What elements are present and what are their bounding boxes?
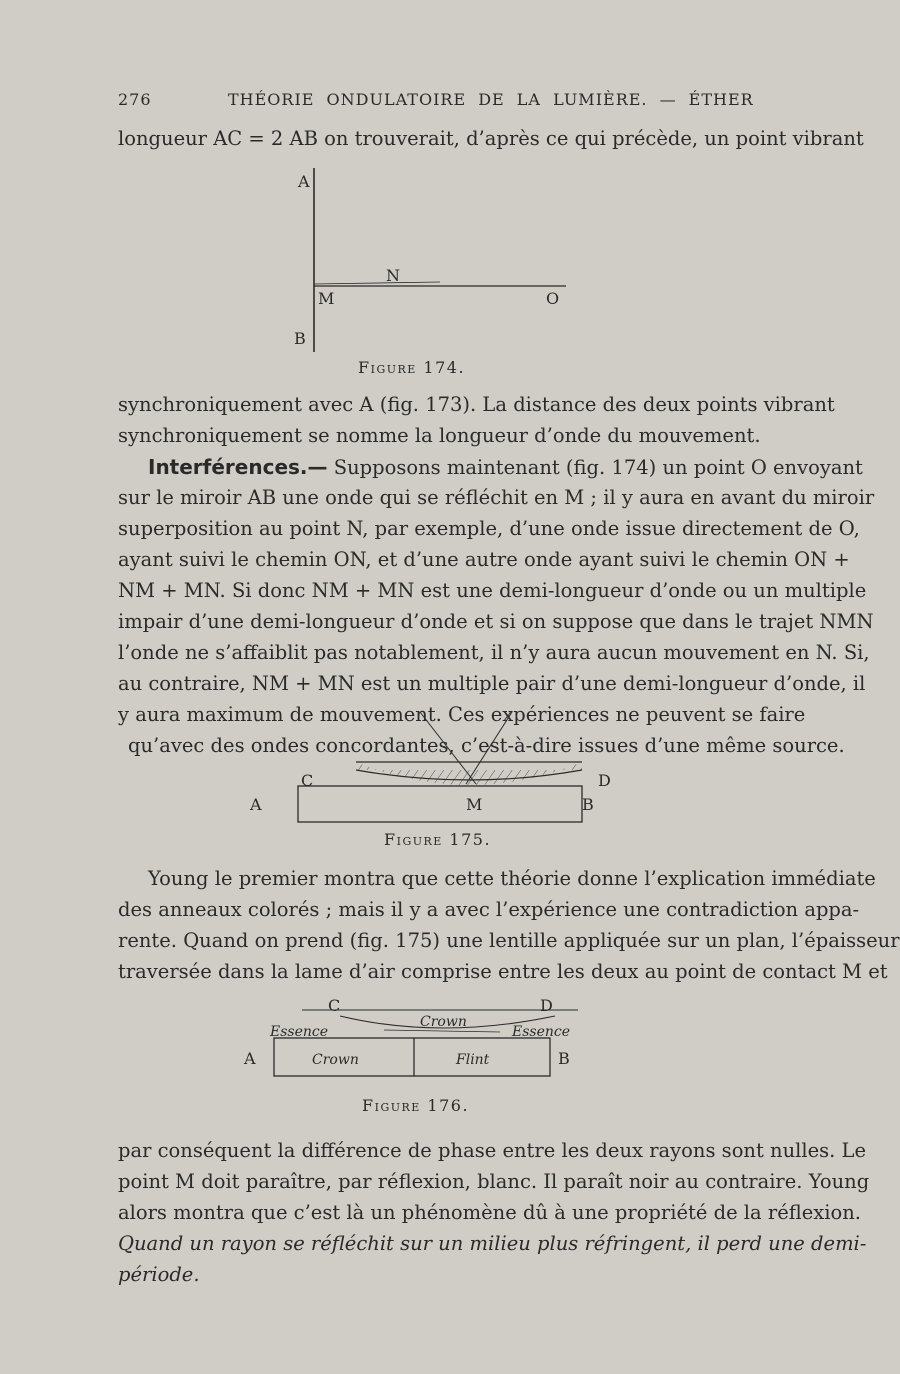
fig176-label-c: C: [328, 996, 341, 1015]
fig176-label-crown-bottom: Crown: [312, 1052, 359, 1068]
text-line: superposition au point N, par exemple, d’une onde issue directement de O,: [118, 517, 860, 540]
text-line: impair d’une demi-longueur d’onde et si on suppose que dans le trajet NMN: [118, 610, 874, 633]
fig175-label-d: D: [598, 771, 611, 790]
figure-175-caption: Figure 175.: [384, 830, 492, 849]
fig176-label-essence-left: Essence: [270, 1024, 329, 1040]
text-line: ayant suivi le chemin ON, et d’une autre onde ayant suivi le chemin ON +: [118, 548, 850, 571]
section-first-line-text: Supposons maintenant (fig. 174) un point O envoyant: [327, 456, 863, 479]
section-heading: Interférences.—: [148, 455, 328, 479]
text-line: synchroniquement se nomme la longueur d’onde du mouvement.: [118, 424, 761, 447]
text-line: au contraire, NM + MN est un multiple pair d’une demi-longueur d’onde, il: [118, 672, 866, 695]
text-line: qu’avec des ondes concordantes, c’est-à-dire issues d’une même source.: [128, 734, 845, 757]
fig176-label-b: B: [558, 1049, 570, 1068]
figure-174-caption: Figure 174.: [358, 358, 466, 377]
page-number: 276: [118, 90, 152, 109]
text-line: par conséquent la différence de phase entre les deux rayons sont nulles. Le: [118, 1139, 867, 1162]
fig175-label-m: M: [466, 795, 483, 814]
fig175-label-c: C: [301, 771, 314, 790]
fig174-label-n: N: [386, 266, 400, 285]
fig174-label-b: B: [294, 329, 306, 348]
text-line: NM + MN. Si donc NM + MN est une demi-longueur d’onde ou un multiple: [118, 579, 867, 602]
fig174-label-a: A: [298, 172, 310, 191]
fig176-label-crown-top: Crown: [420, 1014, 467, 1030]
text-line: Young le premier montra que cette théorie donne l’explication immédiate: [148, 867, 876, 890]
fig176-label-essence-right: Essence: [512, 1024, 571, 1040]
text-line: l’onde ne s’affaiblit pas notablement, il n’y aura aucun mouvement en N. Si,: [118, 641, 870, 664]
fig176-label-d: D: [540, 996, 553, 1015]
figure-176-caption: Figure 176.: [362, 1096, 470, 1115]
running-title: THÉORIE ONDULATOIRE DE LA LUMIÈRE. — ÉTHER: [228, 90, 754, 109]
text-line: alors montra que c’est là un phénomène dû à une propriété de la réflexion.: [118, 1201, 862, 1224]
fig176-crown-line: [384, 1030, 500, 1032]
text-line: point M doit paraître, par réflexion, blanc. Il paraît noir au contraire. Young: [118, 1170, 870, 1193]
text-line: des anneaux colorés ; mais il y a avec l’expérience une contradiction appa-: [118, 898, 860, 921]
fig175-label-b: B: [582, 795, 594, 814]
fig174-label-o: O: [546, 289, 560, 308]
text-line: synchroniquement avec A (fig. 173). La distance des deux points vibrant: [118, 393, 835, 416]
fig176-label-a: A: [244, 1049, 256, 1068]
text-line: sur le miroir AB une onde qui se réfléchit en M ; il y aura en avant du miroir: [118, 486, 875, 509]
text-line: rente. Quand on prend (fig. 175) une lentille appliquée sur un plan, l’épaisseur: [118, 929, 900, 952]
fig174-label-m: M: [318, 289, 335, 308]
text-line: longueur AC = 2 AB on trouverait, d’après ce qui précède, un point vibrant: [118, 127, 864, 150]
text-line-italic: période.: [118, 1263, 200, 1286]
fig176-label-flint: Flint: [456, 1052, 490, 1068]
text-line: traversée dans la lame d’air comprise entre les deux au point de contact M et: [118, 960, 888, 983]
fig175-label-a: A: [250, 795, 262, 814]
text-line-italic: Quand un rayon se réfléchit sur un milieu plus réfringent, il perd une demi-: [118, 1232, 867, 1255]
text-line: y aura maximum de mouvement. Ces expériences ne peuvent se faire: [118, 703, 806, 726]
